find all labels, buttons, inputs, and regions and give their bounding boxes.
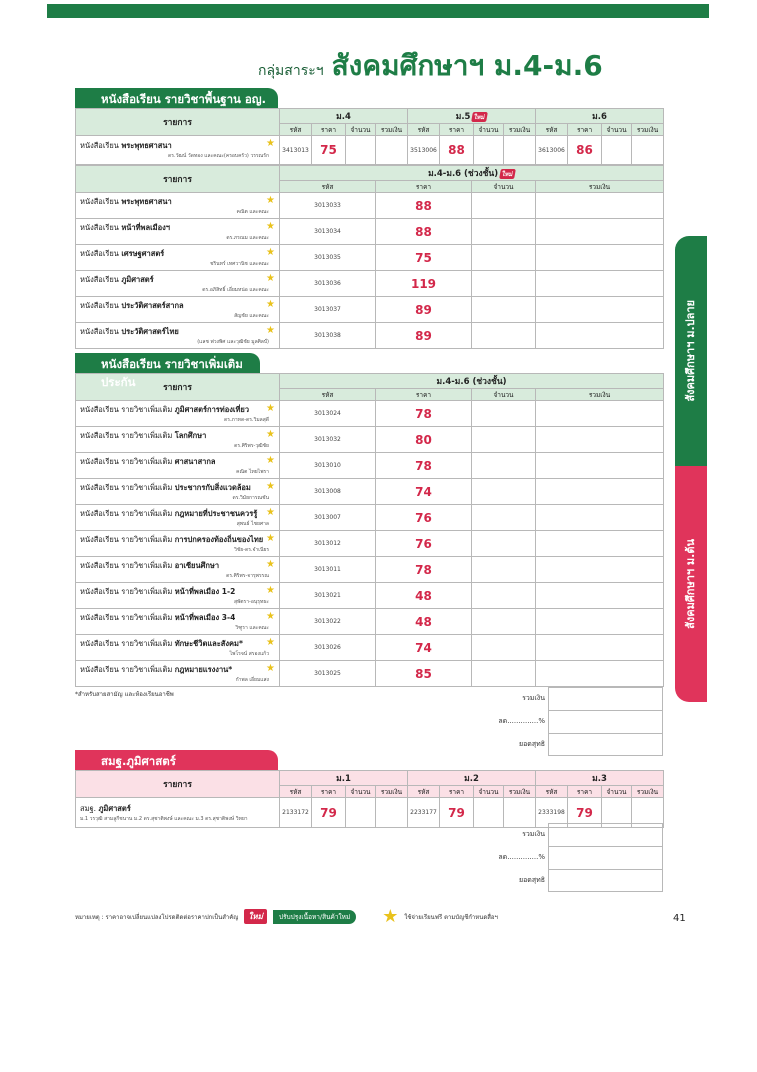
code-cell: 3613006 (536, 136, 568, 165)
table-row (76, 427, 664, 453)
basic-range-table (75, 165, 664, 349)
star-icon: ★ (266, 138, 275, 149)
qty-cell[interactable] (472, 297, 536, 323)
table-row (76, 193, 664, 219)
table-row (76, 219, 664, 245)
qty-cell[interactable] (474, 136, 504, 165)
item-author: ดร.อภิสิทธิ์ เอี่ยมหน่อ และคณะ (202, 286, 269, 293)
col-total: รวมเงิน (504, 124, 536, 136)
qty-cell[interactable] (472, 323, 536, 349)
price-cell: 76 (376, 531, 472, 557)
code-cell: 3013024 (280, 401, 376, 427)
total-cell (536, 609, 664, 635)
col-qty: จำนวน (472, 181, 536, 193)
table-row (76, 583, 664, 609)
item-name: หนังสือเรียน รายวิชาเพิ่มเติม ศาสนาสากล (80, 456, 216, 466)
price-cell: 89 (376, 323, 472, 349)
col-item-header: รายการ (76, 771, 280, 798)
qty-cell[interactable] (472, 609, 536, 635)
net-label: ยอดสุทธิ (518, 876, 545, 884)
price-cell: 85 (376, 661, 472, 687)
col-total: รวมเงิน (632, 124, 664, 136)
col-qty: จำนวน (474, 786, 504, 798)
footnote: *สำหรับสายสามัญ และห้องเรียนอาชีพ (75, 691, 174, 698)
tab-upper-secondary[interactable] (675, 236, 707, 466)
section-basic-banner: หนังสือเรียน รายวิชาพื้นฐาน อญ. (75, 88, 278, 108)
star-icon: ★ (266, 273, 275, 284)
item-author: ดร.วัฒน์ วัดทอง และคณะ(ครอบครัว) วรรณรัก (168, 153, 269, 159)
qty-cell[interactable] (472, 219, 536, 245)
price-cell: 119 (376, 271, 472, 297)
total-cell (536, 557, 664, 583)
price-cell: 86 (568, 136, 602, 165)
sum-label: รวมเงิน (522, 694, 545, 702)
col-price: ราคา (312, 124, 346, 136)
qty-cell[interactable] (472, 453, 536, 479)
item-author: ดร.วิมัยการณชัน (232, 494, 269, 501)
item-author: คณิต และคณะ (236, 208, 269, 215)
discount-label: ลด..............% (498, 853, 545, 861)
section-basic (75, 88, 664, 349)
qty-cell[interactable] (472, 635, 536, 661)
star-icon: ★ (266, 507, 275, 518)
group-m5 (408, 109, 536, 124)
item-name: หนังสือเรียน ประวัติศาสตร์ไทย (80, 326, 179, 336)
col-qty: จำนวน (472, 389, 536, 401)
qty-cell[interactable] (472, 427, 536, 453)
total-cell (536, 505, 664, 531)
col-price: ราคา (440, 786, 474, 798)
item-author: ชรินทร์ เทศวานิช และคณะ (210, 260, 269, 267)
qty-cell[interactable] (472, 505, 536, 531)
section-additional-banner: หนังสือเรียน รายวิชาเพิ่มเติม ประกัน (75, 353, 260, 373)
group-m2: ม.2 (408, 771, 536, 786)
price-cell: 80 (376, 427, 472, 453)
tab-upper-label: สังคมศึกษาฯ ม.ปลาย (684, 300, 697, 402)
title-main: สังคมศึกษาฯ ม.4-ม.6 (331, 49, 603, 82)
col-total: รวมเงิน (536, 181, 664, 193)
qty-cell[interactable] (472, 193, 536, 219)
item-author: สัญชัย และคณะ (234, 312, 269, 319)
table-row (76, 297, 664, 323)
qty-cell[interactable] (472, 531, 536, 557)
col-code: รหัส (408, 786, 440, 798)
item-name: หนังสือเรียน รายวิชาเพิ่มเติม ประชากรกับสิ่งแวดล้อม (80, 482, 251, 492)
item-cell (76, 297, 280, 323)
col-qty: จำนวน (346, 124, 376, 136)
code-cell: 3013035 (280, 245, 376, 271)
price-cell: 78 (376, 453, 472, 479)
item-cell (76, 136, 280, 165)
item-author: ดร.ศิริพร-จารุพรรณ (226, 572, 269, 579)
total-cell (536, 427, 664, 453)
col-code: รหัส (280, 389, 376, 401)
col-code: รหัส (536, 786, 568, 798)
code-cell: 3013010 (280, 453, 376, 479)
code-cell: 3013038 (280, 323, 376, 349)
legend-new-text: ปรับปรุงเนื้อหา/สินค้าใหม่ (273, 910, 356, 924)
total-cell (536, 479, 664, 505)
code-cell: 2333198 (536, 798, 568, 828)
item-cell (76, 583, 280, 609)
star-icon: ★ (266, 247, 275, 258)
table-row (76, 531, 664, 557)
code-cell: 3013021 (280, 583, 376, 609)
total-cell (376, 136, 408, 165)
code-cell: 3013037 (280, 297, 376, 323)
col-price: ราคา (376, 389, 472, 401)
sum-box[interactable] (548, 687, 663, 710)
code-cell: 3013033 (280, 193, 376, 219)
price-cell: 79 (312, 798, 346, 828)
col-item-header: รายการ (76, 374, 280, 401)
totals-block-1 (466, 687, 663, 756)
price-cell: 89 (376, 297, 472, 323)
price-cell: 88 (376, 193, 472, 219)
sum-box[interactable] (548, 823, 663, 846)
item-author: ไพโรจน์ สรองแก้ว (229, 650, 269, 657)
totals-block-2 (466, 823, 663, 892)
price-cell: 75 (312, 136, 346, 165)
item-cell (76, 193, 280, 219)
new-badge: ใหม่ (472, 112, 489, 122)
discount-box[interactable] (548, 710, 663, 733)
total-cell (632, 136, 664, 165)
item-cell (76, 401, 280, 427)
item-name: หนังสือเรียน รายวิชาเพิ่มเติม หน้าที่พลเมือง 3-4 (80, 612, 236, 622)
group-m4-m6-label: ม.4-ม.6 (ช่วงชั้น) (428, 169, 499, 179)
group-m4-m6: ม.4-ม.6 (ช่วงชั้น) (280, 374, 664, 389)
code-cell: 2233177 (408, 798, 440, 828)
item-name: หนังสือเรียน หน้าที่พลเมืองฯ (80, 222, 170, 232)
price-cell: 88 (376, 219, 472, 245)
star-icon: ★ (266, 533, 275, 544)
total-cell (536, 193, 664, 219)
table-row (76, 479, 664, 505)
col-item-header: รายการ (76, 109, 280, 136)
item-cell (76, 798, 280, 828)
col-total: รวมเงิน (536, 389, 664, 401)
qty-cell[interactable] (472, 583, 536, 609)
item-cell (76, 453, 280, 479)
star-icon: ★ (266, 195, 275, 206)
code-cell: 3013036 (280, 271, 376, 297)
item-cell (76, 531, 280, 557)
table-row (76, 323, 664, 349)
code-cell: 3013012 (280, 531, 376, 557)
item-cell (76, 479, 280, 505)
qty-cell[interactable] (346, 798, 376, 828)
item-author: สุพนธ์ ไชยศาล (236, 520, 269, 527)
star-icon: ★ (266, 559, 275, 570)
item-name: หนังสือเรียน รายวิชาเพิ่มเติม โลกศึกษา (80, 430, 207, 440)
col-code: รหัส (408, 124, 440, 136)
star-icon: ★ (266, 585, 275, 596)
price-cell: 79 (568, 798, 602, 828)
group-m5-label: ม.5 (455, 112, 471, 122)
star-icon: ★ (382, 906, 399, 927)
col-total: รวมเงิน (632, 786, 664, 798)
top-bar (47, 4, 709, 18)
item-name: หนังสือเรียน พระพุทธศาสนา (80, 141, 172, 150)
code-cell: 3013022 (280, 609, 376, 635)
star-icon: ★ (266, 481, 275, 492)
code-cell: 3013007 (280, 505, 376, 531)
col-total: รวมเงิน (376, 124, 408, 136)
item-name: หนังสือเรียน รายวิชาเพิ่มเติม อาเซียนศึกษา (80, 560, 220, 570)
item-name: หนังสือเรียน ประวัติศาสตร์สากล (80, 300, 184, 310)
price-cell: 88 (440, 136, 474, 165)
col-qty: จำนวน (602, 786, 632, 798)
price-cell: 74 (376, 479, 472, 505)
item-name: หนังสือเรียน รายวิชาเพิ่มเติม กฎหมายแรงงาน* (80, 664, 233, 674)
total-cell (376, 798, 408, 828)
table-row (76, 453, 664, 479)
qty-cell[interactable] (602, 136, 632, 165)
sum-label: รวมเงิน (522, 830, 545, 838)
code-cell: 3013032 (280, 427, 376, 453)
net-label: ยอดสุทธิ (518, 740, 545, 748)
col-price: ราคา (440, 124, 474, 136)
item-name: หนังสือเรียน ภูมิศาสตร์ (80, 274, 154, 284)
tab-lower-label: สังคมศึกษาฯ ม.ต้น (684, 539, 697, 629)
code-cell: 3013034 (280, 219, 376, 245)
section-geography (75, 750, 664, 828)
item-name: หนังสือเรียน รายวิชาเพิ่มเติม ทักษะชีวิตและสังคม* (80, 638, 243, 648)
qty-cell[interactable] (472, 479, 536, 505)
item-name: หนังสือเรียน รายวิชาเพิ่มเติม กฎหมายที่ประชาชนควรรู้ (80, 508, 258, 518)
col-qty: จำนวน (474, 124, 504, 136)
price-cell: 79 (440, 798, 474, 828)
col-item-header: รายการ (76, 166, 280, 193)
item-cell (76, 323, 280, 349)
discount-label: ลด..............% (498, 717, 545, 725)
code-cell: 3013008 (280, 479, 376, 505)
price-cell: 78 (376, 401, 472, 427)
qty-cell[interactable] (472, 557, 536, 583)
total-cell (536, 323, 664, 349)
total-cell (536, 219, 664, 245)
group-m4-m6 (280, 166, 664, 181)
item-author: ดร.ภรณม และคณะ (226, 234, 269, 241)
legend-star-text: ใช้จ่ายเรียนฟรี ตามบัญชีกำหนดสื่อฯ (404, 913, 498, 921)
star-icon: ★ (266, 221, 275, 232)
star-icon: ★ (266, 429, 275, 440)
table-row (76, 557, 664, 583)
item-cell (76, 219, 280, 245)
item-cell (76, 505, 280, 531)
col-qty: จำนวน (346, 786, 376, 798)
qty-cell[interactable] (472, 271, 536, 297)
item-cell (76, 661, 280, 687)
page-number: 41 (673, 913, 686, 924)
total-cell (536, 297, 664, 323)
col-price: ราคา (376, 181, 472, 193)
group-m3: ม.3 (536, 771, 664, 786)
star-icon: ★ (266, 611, 275, 622)
col-price: ราคา (568, 124, 602, 136)
total-cell (536, 635, 664, 661)
legend-note: หมายเหตุ : ราคาอาจเปลี่ยนแปลงโปรดติดต่อราคาปกเป็นสำคัญ (75, 913, 239, 921)
total-cell (536, 531, 664, 557)
price-cell: 48 (376, 583, 472, 609)
star-icon: ★ (266, 637, 275, 648)
item-author: (แลช พ่วงพิศ และวุฒิชัย มูลศิลป์) (197, 338, 269, 345)
star-icon: ★ (266, 299, 275, 310)
qty-cell[interactable] (346, 136, 376, 165)
item-author: วิชัย-ดร.จำเนียร (234, 546, 269, 553)
col-code: รหัส (280, 786, 312, 798)
col-qty: จำนวน (602, 124, 632, 136)
item-author: ม.1 วรวุฒิ สามลูกีชนาน ม.2 ดร.สุชาติพงษ์ และคณะ ม.3 ดร.สุชาติพงษ์ วิทยา (80, 815, 248, 822)
star-icon: ★ (266, 403, 275, 414)
item-name: หนังสือเรียน พระพุทธศาสนา (80, 196, 172, 206)
item-cell (76, 427, 280, 453)
legend (75, 906, 498, 927)
qty-cell[interactable] (472, 245, 536, 271)
discount-box[interactable] (548, 846, 663, 869)
code-cell: 3413013 (280, 136, 312, 165)
price-cell: 74 (376, 635, 472, 661)
col-code: รหัส (280, 181, 376, 193)
new-badge: ใหม่ (499, 169, 516, 179)
star-icon: ★ (266, 663, 275, 674)
item-name: สมฐ. ภูมิศาสตร์ (80, 803, 131, 813)
code-cell: 3013026 (280, 635, 376, 661)
additional-table (75, 373, 664, 687)
table-row (76, 245, 664, 271)
star-icon: ★ (266, 325, 275, 336)
code-cell: 3013025 (280, 661, 376, 687)
legend-new-badge: ใหม่ (244, 909, 266, 924)
page-title (258, 44, 603, 88)
item-author: ดร.ภาทด-ดร.วิมลสุดี (224, 416, 269, 423)
col-price: ราคา (312, 786, 346, 798)
geography-table (75, 770, 664, 828)
table-row (76, 661, 664, 687)
price-cell: 75 (376, 245, 472, 271)
table-row (76, 505, 664, 531)
table-row (76, 635, 664, 661)
price-cell: 76 (376, 505, 472, 531)
net-box[interactable] (548, 869, 663, 892)
section-additional (75, 353, 664, 687)
col-price: ราคา (568, 786, 602, 798)
item-name: หนังสือเรียน รายวิชาเพิ่มเติม ภูมิศาสตร์การท่องเที่ยว (80, 404, 250, 414)
item-cell (76, 635, 280, 661)
item-cell (76, 557, 280, 583)
col-code: รหัส (536, 124, 568, 136)
total-cell (536, 245, 664, 271)
table-row (76, 609, 664, 635)
item-cell (76, 609, 280, 635)
total-cell (536, 583, 664, 609)
code-cell: 3013011 (280, 557, 376, 583)
col-total: รวมเงิน (504, 786, 536, 798)
tab-lower-secondary[interactable] (675, 466, 707, 702)
basic-table (75, 108, 664, 165)
col-total: รวมเงิน (376, 786, 408, 798)
group-m6: ม.6 (536, 109, 664, 124)
item-author: สุพัตรา-อนุรุทธะ (233, 598, 269, 605)
item-author: กำพล เอี่ยมแสง (235, 676, 269, 683)
item-cell (76, 271, 280, 297)
price-cell: 48 (376, 609, 472, 635)
item-author: วิฑูรา และคณะ (235, 624, 269, 631)
table-row (76, 136, 664, 165)
table-row (76, 271, 664, 297)
col-code: รหัส (280, 124, 312, 136)
qty-cell[interactable] (472, 661, 536, 687)
group-m4: ม.4 (280, 109, 408, 124)
item-author: ดร.ศิริพร-วุฒิชัย (234, 442, 269, 449)
total-cell (536, 453, 664, 479)
item-name: หนังสือเรียน รายวิชาเพิ่มเติม หน้าที่พลเมือง 1-2 (80, 586, 236, 596)
code-cell: 2133172 (280, 798, 312, 828)
star-icon: ★ (266, 455, 275, 466)
total-cell (536, 401, 664, 427)
qty-cell[interactable] (472, 401, 536, 427)
group-m1: ม.1 (280, 771, 408, 786)
section-geography-banner: สมฐ.ภูมิศาสตร์ (75, 750, 278, 770)
price-cell: 78 (376, 557, 472, 583)
total-cell (536, 271, 664, 297)
item-name: หนังสือเรียน เศรษฐศาสตร์ (80, 248, 165, 258)
item-name: หนังสือเรียน รายวิชาเพิ่มเติม การปกครองท้องถิ่นของไทย (80, 534, 264, 544)
item-author: คณิต ไทยไพรา (236, 468, 269, 475)
code-cell: 3513006 (408, 136, 440, 165)
total-cell (504, 136, 536, 165)
title-prefix: กลุ่มสาระฯ (258, 63, 324, 79)
item-cell (76, 245, 280, 271)
table-row (76, 401, 664, 427)
total-cell (536, 661, 664, 687)
